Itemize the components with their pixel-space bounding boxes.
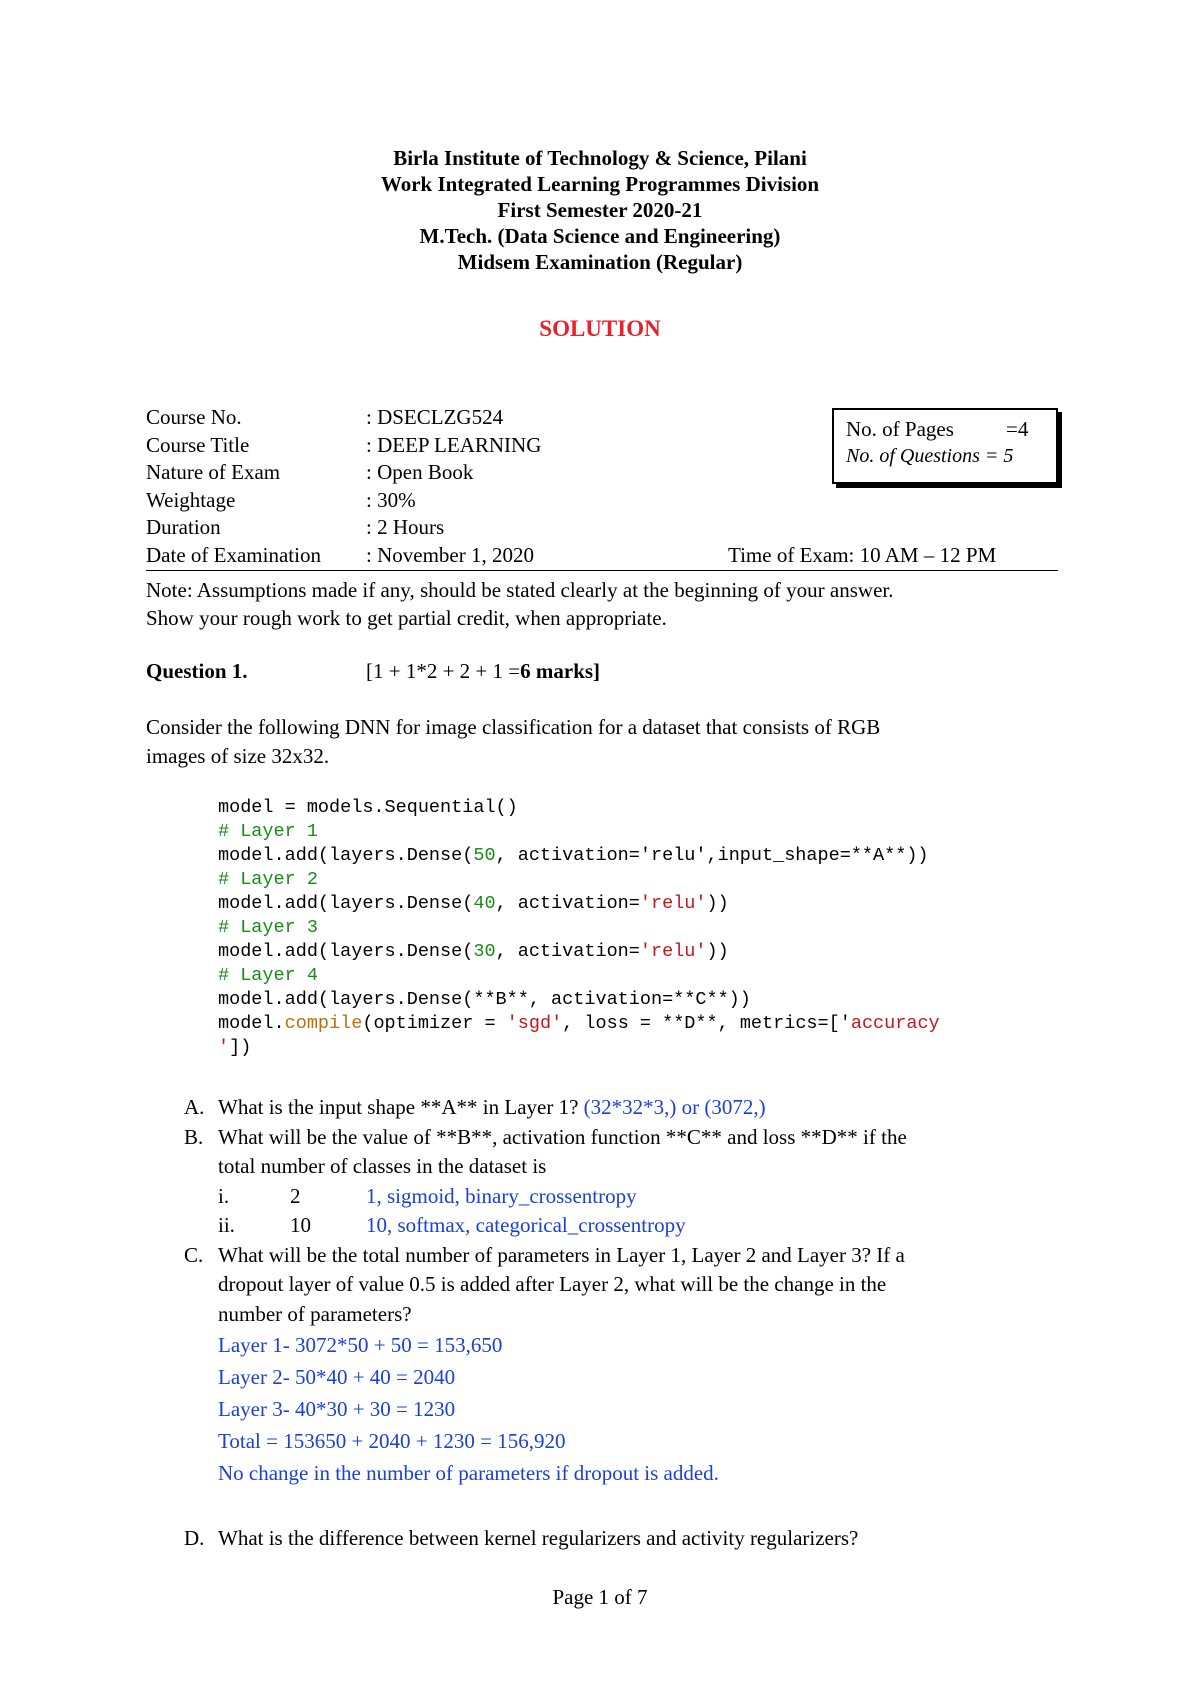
code-token: model.add(layers.Dense( xyxy=(218,845,474,866)
code-string: 'relu' xyxy=(639,941,707,962)
semester: First Semester 2020-21 xyxy=(497,198,703,222)
code-number: 30 xyxy=(473,941,496,962)
meta-label: Weightage xyxy=(146,487,236,512)
exam-note xyxy=(146,576,893,632)
page-number: Page 1 of 7 xyxy=(552,1585,648,1609)
sub-question-d xyxy=(184,1526,858,1551)
item-marker: C. xyxy=(184,1242,204,1267)
code-line xyxy=(218,1036,940,1060)
code-token: model.add(layers.Dense( xyxy=(218,941,474,962)
code-line xyxy=(218,892,940,916)
answer-text: Total = 153650 + 2040 + 1230 = 156,920 xyxy=(218,1429,566,1453)
case-value: 2 xyxy=(290,1183,301,1208)
solution-heading: SOLUTION xyxy=(539,316,661,341)
code-string: 'relu' xyxy=(639,893,707,914)
code-line xyxy=(218,844,940,868)
exam-header xyxy=(0,145,1200,275)
question-text: What is the input shape **A** in Layer 1? xyxy=(218,1095,584,1119)
meta-value: : 2 Hours xyxy=(366,515,445,539)
code-function: compile xyxy=(284,1013,363,1034)
code-string: accuracy xyxy=(850,1013,940,1034)
code-string: 'sgd' xyxy=(506,1013,563,1034)
code-token: ]) xyxy=(229,1037,252,1058)
case-number: ii. xyxy=(218,1213,235,1237)
answer-text: Layer 3- 40*30 + 30 = 1230 xyxy=(218,1397,456,1421)
item-marker: A. xyxy=(184,1095,205,1119)
question-title: Question 1. xyxy=(146,659,248,683)
answer-text: Layer 2- 50*40 + 40 = 2040 xyxy=(218,1365,456,1389)
code-line xyxy=(218,1012,940,1036)
marks-total: 6 marks] xyxy=(520,659,601,683)
code-token: , activation='relu',input_shape=**A**)) xyxy=(495,845,929,866)
note-line: Show your rough work to get partial credit, when appropriate. xyxy=(146,606,667,630)
code-token: )) xyxy=(706,893,729,914)
meta-label: Course No. xyxy=(146,405,242,429)
pages-value: =4 xyxy=(1006,417,1029,441)
code-token: , loss = **D**, metrics=[' xyxy=(562,1013,851,1034)
note-line: Note: Assumptions made if any, should be stated clearly at the beginning of your answer. xyxy=(146,578,894,602)
code-token: , activation= xyxy=(495,941,640,962)
question-marks xyxy=(366,659,600,684)
sub-case-ii xyxy=(218,1211,907,1241)
code-comment: # Layer 1 xyxy=(218,821,318,842)
code-string: ' xyxy=(218,1037,230,1058)
meta-label: Date of Examination xyxy=(146,542,321,567)
sub-case-i xyxy=(218,1182,907,1212)
sub-question-c xyxy=(184,1241,907,1490)
case-value: 10 xyxy=(290,1213,311,1237)
answer-text: No change in the number of parameters if dropout is added. xyxy=(218,1461,719,1485)
meta-value: : Open Book xyxy=(366,460,474,484)
code-number: 40 xyxy=(473,893,496,914)
sub-questions xyxy=(184,1093,907,1489)
divider-line xyxy=(146,570,1058,571)
code-token: (optimizer = xyxy=(362,1013,507,1034)
meta-value: : 30% xyxy=(366,487,416,512)
question-text: dropout layer of value 0.5 is added after Layer 2, what will be the change in the xyxy=(218,1272,887,1296)
sub-question-a xyxy=(184,1093,907,1123)
sub-question-b xyxy=(184,1123,907,1241)
meta-label: Course Title xyxy=(146,432,250,457)
code-comment: # Layer 4 xyxy=(218,965,318,986)
question-intro xyxy=(146,713,880,771)
intro-line: Consider the following DNN for image classification for a dataset that consists of RGB xyxy=(146,715,881,739)
meta-label: Duration xyxy=(146,515,221,539)
code-number: 50 xyxy=(473,845,496,866)
code-comment: # Layer 2 xyxy=(218,869,318,890)
code-line: model.add(layers.Dense(**B**, activation=**C**)) xyxy=(218,989,751,1010)
code-line: model = models.Sequential() xyxy=(218,797,518,818)
meta-label: Nature of Exam xyxy=(146,460,281,484)
question-text: What will be the total number of parameters in Layer 1, Layer 2 and Layer 3? If a xyxy=(218,1242,905,1267)
code-comment: # Layer 3 xyxy=(218,917,318,938)
answer-text: Layer 1- 3072*50 + 50 = 153,650 xyxy=(218,1333,503,1357)
question-text: What is the difference between kernel regularizers and activity regularizers? xyxy=(218,1526,859,1550)
item-marker: D. xyxy=(184,1526,205,1550)
question-text: number of parameters? xyxy=(218,1301,412,1326)
code-line xyxy=(218,940,940,964)
answer-text: (32*32*3,) or (3072,) xyxy=(583,1095,766,1119)
answer-text: 10, softmax, categorical_crossentropy xyxy=(366,1213,686,1237)
marks-breakdown: [1 + 1*2 + 2 + 1 = xyxy=(366,659,521,683)
question-text: total number of classes in the dataset is xyxy=(218,1154,547,1178)
answer-text: 1, sigmoid, binary_crossentropy xyxy=(366,1183,637,1208)
meta-value: : DSECLZG524 xyxy=(366,405,504,429)
case-number: i. xyxy=(218,1183,230,1208)
exam-name: Midsem Examination (Regular) xyxy=(457,250,743,274)
meta-value: : November 1, 2020 xyxy=(366,542,534,567)
question-text: What will be the value of **B**, activation function **C** and loss **D** if the xyxy=(218,1124,907,1149)
division-name: Work Integrated Learning Programmes Division xyxy=(380,172,820,196)
exam-info-box xyxy=(832,408,1058,484)
intro-line: images of size 32x32. xyxy=(146,744,330,768)
questions-count: No. of Questions = 5 xyxy=(846,445,1014,467)
time-of-exam: Time of Exam: 10 AM – 12 PM xyxy=(728,542,997,567)
code-token: )) xyxy=(706,941,729,962)
code-block xyxy=(218,796,940,1060)
program-name: M.Tech. (Data Science and Engineering) xyxy=(419,224,781,248)
code-token: , activation= xyxy=(495,893,640,914)
pages-label: No. of Pages xyxy=(846,417,954,441)
code-token: model. xyxy=(218,1013,285,1034)
item-marker: B. xyxy=(184,1124,204,1149)
code-token: model.add(layers.Dense( xyxy=(218,893,474,914)
meta-value: : DEEP LEARNING xyxy=(366,432,542,457)
institute-name: Birla Institute of Technology & Science, Pilani xyxy=(393,146,807,170)
